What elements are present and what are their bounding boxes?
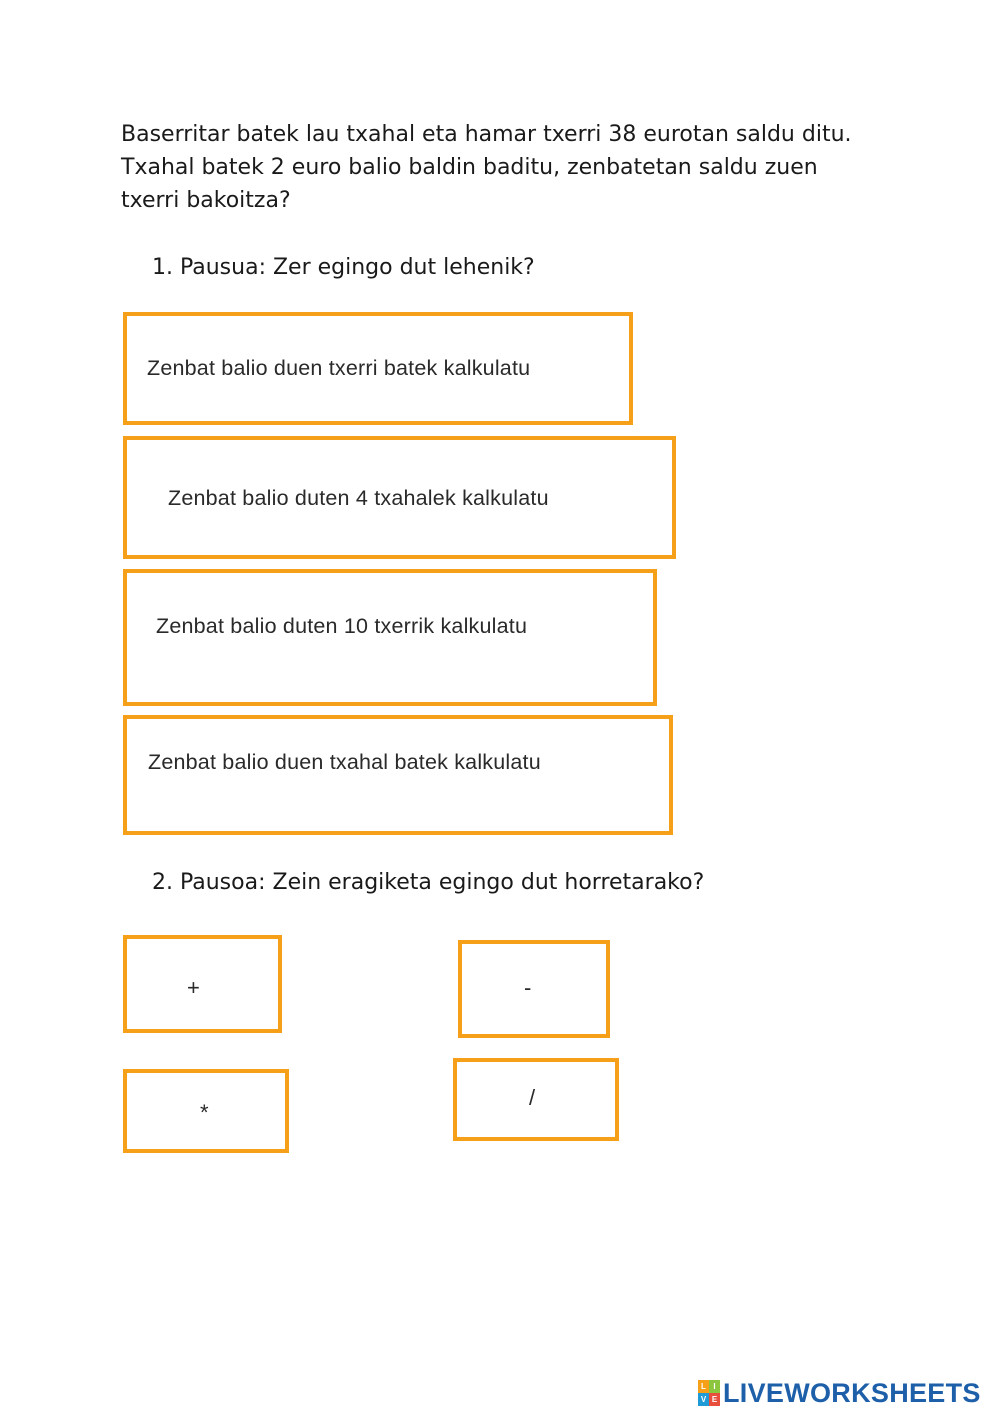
step1-option-pig-price[interactable] bbox=[123, 312, 633, 425]
problem-statement: Baserritar batek lau txahal eta hamar txerri 38 eurotan saldu ditu. Txahal batek 2 euro balio baldin baditu, zenbatetan saldu zuen txerri bakoitza? bbox=[121, 122, 852, 213]
liveworksheets-logo bbox=[698, 1376, 981, 1410]
operation-label: + bbox=[187, 975, 201, 1000]
step1-option-calf-price[interactable] bbox=[123, 715, 673, 835]
step2-heading: 2. Pausoa: Zein eragiketa egingo dut horretarako? bbox=[152, 870, 705, 895]
operation-label: / bbox=[529, 1085, 536, 1110]
step1-option-four-calves[interactable] bbox=[123, 436, 676, 559]
step1-option-ten-pigs[interactable] bbox=[123, 569, 657, 706]
logo-letter: E bbox=[709, 1393, 720, 1406]
operation-minus-box[interactable] bbox=[458, 940, 610, 1038]
operation-label: - bbox=[524, 975, 532, 1000]
operation-label: * bbox=[200, 1100, 209, 1125]
option-label: Zenbat balio duten 4 txahalek kalkulatu bbox=[168, 486, 549, 510]
brand-name: LIVEWORKSHEETS bbox=[723, 1377, 981, 1408]
option-label: Zenbat balio duen txerri batek kalkulatu bbox=[147, 356, 531, 380]
logo-letter: I bbox=[709, 1380, 720, 1393]
option-label: Zenbat balio duten 10 txerrik kalkulatu bbox=[156, 614, 528, 638]
logo-letter: L bbox=[698, 1380, 709, 1393]
operation-divide-box[interactable] bbox=[453, 1058, 619, 1141]
operation-plus-box[interactable] bbox=[123, 935, 282, 1033]
operation-multiply-box[interactable] bbox=[123, 1069, 289, 1153]
logo-icon bbox=[698, 1380, 720, 1406]
option-label: Zenbat balio duen txahal batek kalkulatu bbox=[148, 750, 541, 774]
step1-heading: 1. Pausua: Zer egingo dut lehenik? bbox=[152, 255, 535, 280]
logo-letter: V bbox=[698, 1393, 709, 1406]
